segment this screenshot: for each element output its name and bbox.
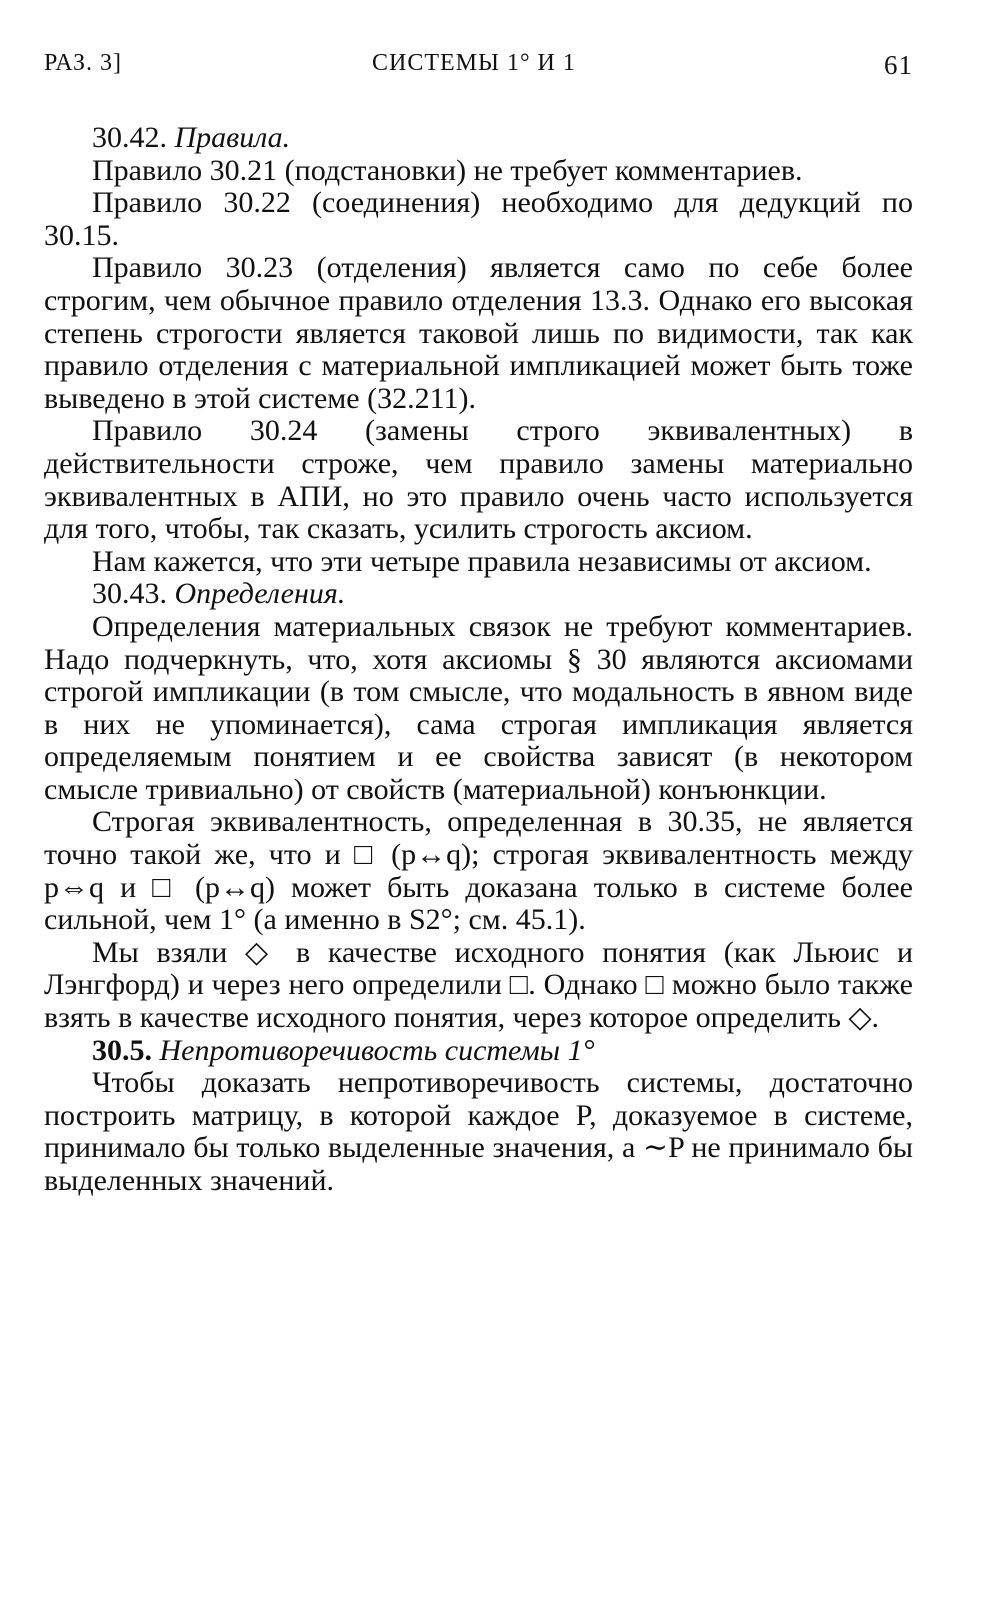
paragraph: Нам кажется, что эти четыре правила независимы от аксиом. [92,544,872,578]
paragraph: Правило 30.23 (отделения) является само по себе более строгим, чем обычное правило отделения 13.3. Однако его высокая степень строгости является таковой лишь по видимости, так как правило отделения с материальной импликацией может быть тоже выведено в этой системе (32.211). [44,251,913,415]
section-heading-rules [44,122,913,155]
chapter-label: РАЗ. 3] [44,50,123,76]
paragraph: Правило 30.24 (замены строго эквивалентных) в действительности строже, чем правило замены материально эквивалентных в АПИ, но это правило очень часто используется для того, чтобы, так сказать, усилить строгость аксиом. [44,414,913,546]
section-title: Определения. [174,577,346,611]
paragraph: Мы взяли ◇ в качестве исходного понятия (как Льюис и Лэнгфорд) и через него определили □. Однако □ можно было также взять в качестве исходного понятия, через которое определить ◇. [44,935,913,1035]
running-head [44,50,913,80]
page-body [44,122,913,1198]
section-heading-consistency [44,1035,913,1068]
section-number: 30.43. [92,577,167,611]
section-number: 30.42. [92,121,167,154]
paragraph: Правило 30.21 (подстановки) не требует комментариев. [92,153,803,187]
paragraph: Чтобы доказать непротиворечивость системы, достаточно построить матрицу, в которой каждое P, доказуемое в системе, принимало бы только выделенные значения, а ∼P не принимало бы выделенных значений. [44,1066,913,1197]
section-title: Непротиворечивость системы 1° [159,1033,595,1067]
section-heading-definitions [44,578,913,611]
section-title: Правила. [174,121,291,154]
section-number: 30.5. [92,1033,152,1067]
page-number: 61 [884,50,913,80]
paragraph: Строгая эквивалентность, определенная в 30.35, не является точно такой же, что и □ (p↔q); строгая эквивалентность между p⇔q и □ (p↔q) может быть доказана только в системе более сильной, чем 1° (а именно в S2°; см. 45.1). [44,805,913,937]
paragraph: Определения материальных связок не требуют комментариев. Надо подчеркнуть, что, хотя аксиомы § 30 являются аксиомами строгой импликации (в том смысле, что модальность в явном виде в них не упоминается), сама строгая импликация является определяемым понятием и ее свойства зависят (в некотором смысле тривиально) от свойств (материальной) конъюнкции. [44,609,913,806]
running-title: СИСТЕМЫ 1° И 1 [372,50,576,76]
paragraph: Правило 30.22 (соединения) необходимо для дедукций по 30.15. [44,186,913,252]
